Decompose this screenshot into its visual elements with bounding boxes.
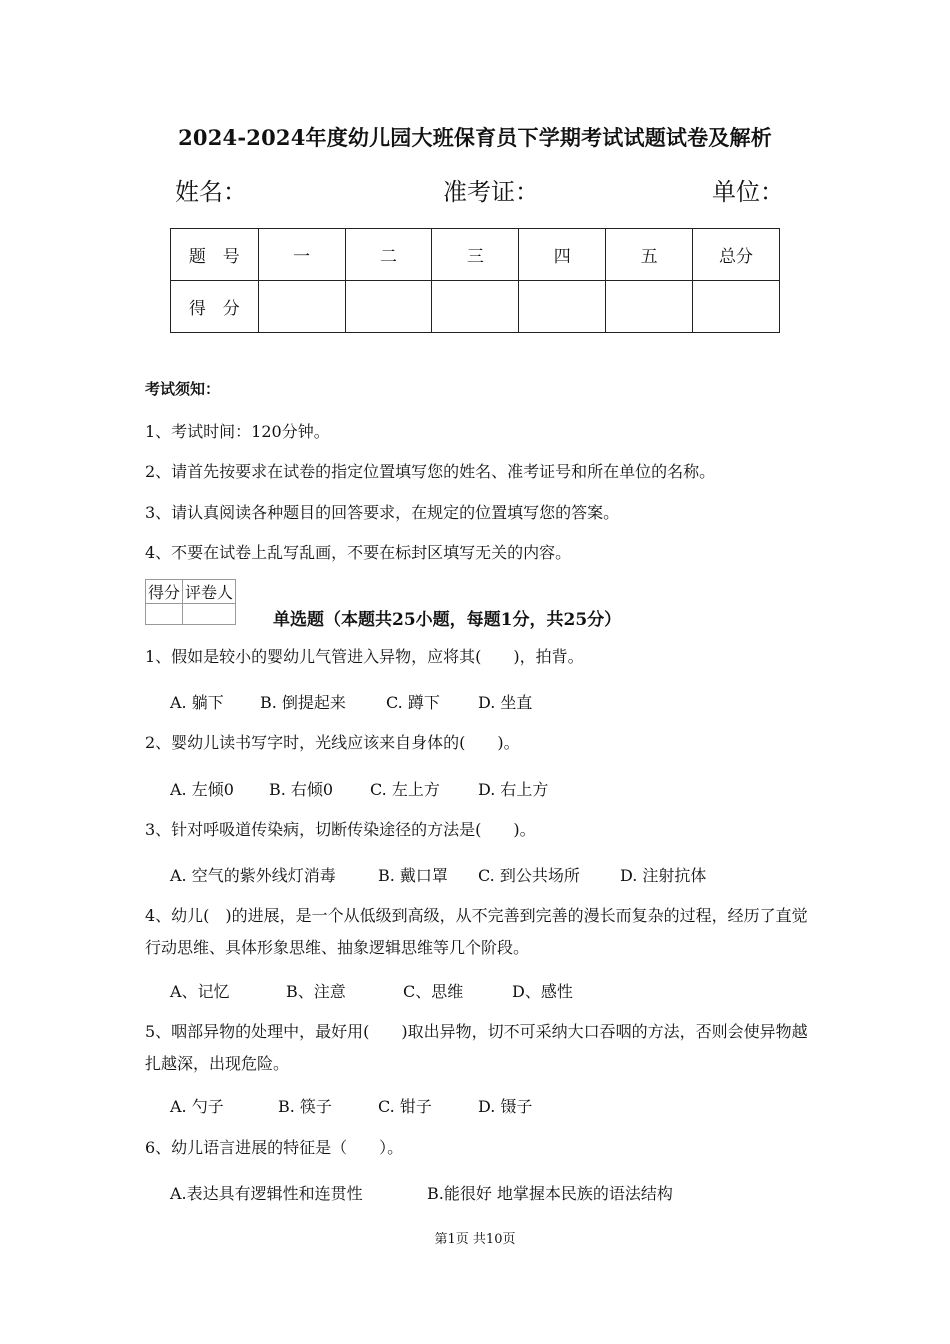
name-label: 姓名： — [175, 178, 247, 206]
option: A. 空气的紫外线灯消毒 — [170, 866, 336, 885]
option: A. 左倾0 — [170, 780, 234, 799]
notice-item: 1、考试时间：120分钟。 — [145, 422, 330, 441]
option: B. 筷子 — [278, 1097, 332, 1116]
score-table-cell: 一 — [258, 229, 345, 281]
question-text: 2、婴幼儿读书写字时，光线应该来自身体的( )。 — [145, 733, 520, 752]
question-text: 4、幼儿( )的进展，是一个从低级到高级，从不完善到完善的漫长而复杂的过程，经历了直觉行动思维、具体形象思维、抽象逻辑思维等几个阶段。 — [145, 906, 808, 957]
grader-score-label: 得分 — [146, 580, 183, 604]
option: A. 躺下 — [170, 693, 224, 712]
score-table-cell: 题 号 — [171, 229, 259, 281]
score-table-header-row — [171, 229, 780, 281]
score-table-cell: 四 — [519, 229, 606, 281]
score-entry-cell[interactable] — [606, 281, 693, 333]
page-footer: 第1页 共10页 — [434, 1232, 516, 1247]
option: D. 注射抗体 — [620, 866, 707, 885]
option: D. 右上方 — [478, 780, 549, 799]
question-text: 6、幼儿语言进展的特征是（ ）。 — [145, 1138, 404, 1157]
notice-item: 2、请首先按要求在试卷的指定位置填写您的姓名、准考证号和所在单位的名称。 — [145, 462, 716, 481]
grader-reviewer-label: 评卷人 — [183, 580, 236, 604]
grader-reviewer-cell[interactable] — [183, 604, 236, 625]
option: A.表达具有逻辑性和连贯性 — [170, 1184, 363, 1203]
option: B、注意 — [286, 982, 346, 1001]
score-row-label: 得 分 — [171, 281, 259, 333]
score-entry-cell[interactable] — [258, 281, 345, 333]
score-table-cell: 三 — [432, 229, 519, 281]
score-table-cell: 总分 — [693, 229, 780, 281]
document-title: 2024-2024年度幼儿园大班保育员下学期考试试题试卷及解析 — [178, 125, 772, 150]
option: A. 勺子 — [170, 1097, 224, 1116]
question-text: 5、咽部异物的处理中，最好用( )取出异物，切不可采纳大口吞咽的方法，否则会使异物越扎越深，出现危险。 — [145, 1022, 808, 1073]
section-title: 单选题（本题共25小题，每题1分，共25分） — [273, 610, 622, 630]
exam-number-label: 准考证： — [443, 178, 539, 206]
option: D. 镊子 — [478, 1097, 533, 1116]
score-table-score-row — [171, 281, 780, 333]
option: B.能很好 地掌握本民族的语法结构 — [427, 1184, 673, 1203]
grader-box — [145, 579, 236, 625]
score-entry-cell[interactable] — [519, 281, 606, 333]
notice-item: 4、不要在试卷上乱写乱画，不要在标封区填写无关的内容。 — [145, 543, 572, 562]
option: D. 坐直 — [478, 693, 533, 712]
option: C、思维 — [403, 982, 464, 1001]
unit-label: 单位： — [712, 178, 784, 206]
option: B. 右倾0 — [269, 780, 334, 799]
score-table — [170, 228, 780, 333]
notice-heading: 考试须知： — [145, 380, 221, 398]
score-entry-cell[interactable] — [432, 281, 519, 333]
option: C. 左上方 — [370, 780, 440, 799]
option: C. 蹲下 — [386, 693, 440, 712]
notice-item: 3、请认真阅读各种题目的回答要求，在规定的位置填写您的答案。 — [145, 503, 620, 522]
option: B. 戴口罩 — [378, 866, 448, 885]
question-text: 1、假如是较小的婴幼儿气管进入异物，应将其( )，拍背。 — [145, 647, 584, 666]
option: D、感性 — [512, 982, 573, 1001]
option: C. 钳子 — [378, 1097, 432, 1116]
score-table-cell: 二 — [345, 229, 432, 281]
option: A、记忆 — [170, 982, 230, 1001]
score-entry-cell[interactable] — [345, 281, 432, 333]
option: B. 倒提起来 — [260, 693, 346, 712]
question-text: 3、针对呼吸道传染病，切断传染途径的方法是( )。 — [145, 820, 536, 839]
score-entry-cell[interactable] — [693, 281, 780, 333]
score-table-cell: 五 — [606, 229, 693, 281]
grader-score-cell[interactable] — [146, 604, 183, 625]
option: C. 到公共场所 — [478, 866, 580, 885]
